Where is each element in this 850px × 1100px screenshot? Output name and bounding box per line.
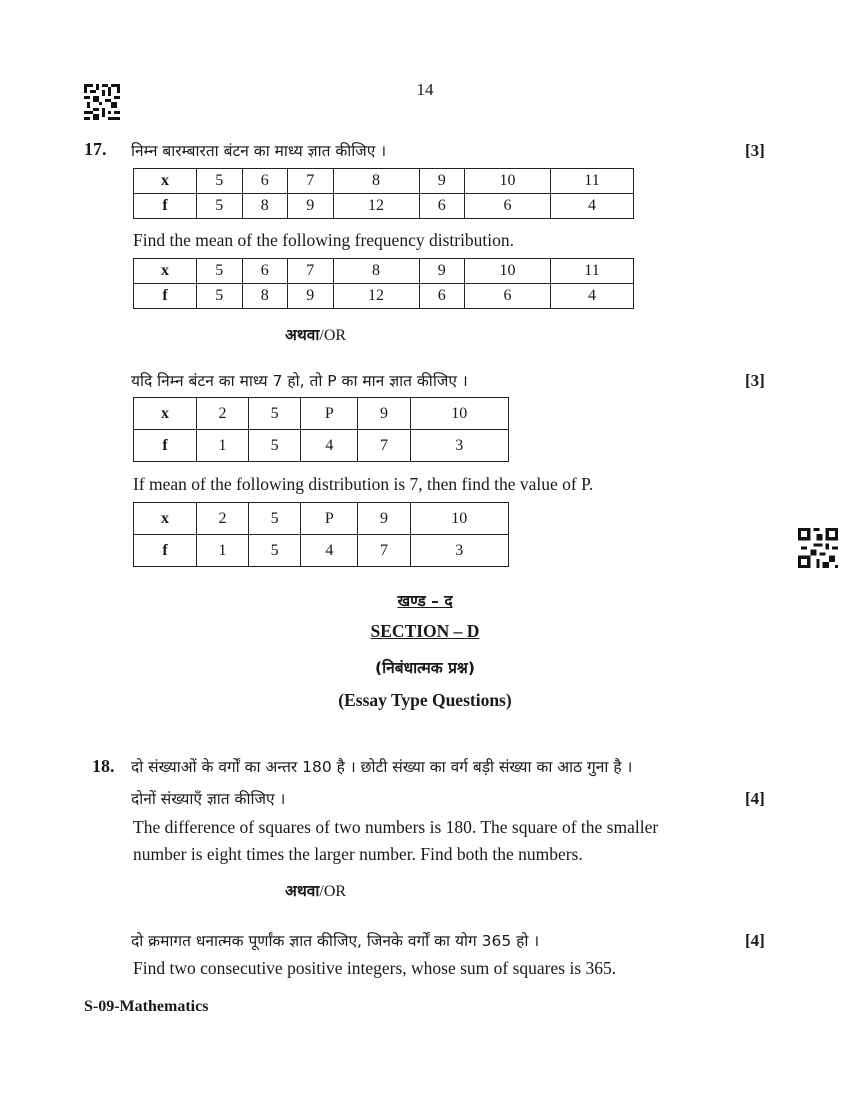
table-cell: 10 [465,169,551,194]
table-cell: 6 [419,284,465,309]
table-cell: 2 [197,503,249,535]
question-17-alt-marks: [3] [745,371,765,390]
question-18-alt-marks: [4] [745,931,765,950]
section-sub-hindi: (निबंधात्मक प्रश्न) [375,659,475,677]
table-cell: 10 [410,398,508,430]
or-hindi: अथवा [285,326,320,344]
table-cell: 4 [551,194,634,219]
table-header-f: f [134,284,197,309]
section-sub-english: (Essay Type Questions) [338,690,512,710]
table-header-f: f [134,194,197,219]
table-header-x: x [134,259,197,284]
table-cell: 9 [358,503,410,535]
question-18-hindi-line2: दोनों संख्याएँ ज्ञात कीजिए । [131,790,286,808]
question-18-alt-english: Find two consecutive positive integers, whose sum of squares is 365. [133,958,617,978]
table-cell: 1 [197,535,249,567]
table-cell: 5 [197,284,243,309]
table-cell: 5 [249,430,301,462]
qr-code-side [798,528,838,568]
question-18-or [285,879,346,901]
table-cell: 9 [288,284,334,309]
table-cell: 5 [249,535,301,567]
section-heading-hindi [0,589,850,611]
table-cell: 5 [197,169,243,194]
table-cell: 12 [333,194,419,219]
table-cell: 8 [242,194,288,219]
frequency-table-hindi [133,168,634,219]
footer-paper-code: S-09-Mathematics [84,998,209,1015]
page-number: 14 [416,80,434,99]
section-subtitle-english [0,690,850,711]
question-17-hindi: निम्न बारम्बारता बंटन का माध्य ज्ञात कीजिए । [131,142,387,160]
table-cell: 9 [358,398,410,430]
table-cell: 4 [551,284,634,309]
question-17-or [285,323,346,345]
table-cell: 1 [197,430,249,462]
table-cell: 5 [197,194,243,219]
section-english: SECTION – D [370,621,480,641]
section-heading-english [0,621,850,642]
question-17-alt-hindi: यदि निम्न बंटन का माध्य 7 हो, तो P का मान ज्ञात कीजिए । [131,372,468,390]
question-18-number: 18. [92,756,115,776]
section-hindi: खण्ड – द [397,592,453,610]
table-header-f: f [134,535,197,567]
table-cell: 7 [288,259,334,284]
or-english: /OR [319,327,347,344]
or-english: /OR [319,883,347,900]
table-cell: 7 [358,430,410,462]
table-cell: 7 [358,535,410,567]
table-cell: 9 [419,169,465,194]
table-cell: 6 [419,194,465,219]
question-18-english-line1: The difference of squares of two numbers is 180. The square of the smaller [133,817,659,837]
question-18-alt-hindi: दो क्रमागत धनात्मक पूर्णांक ज्ञात कीजिए, जिनके वर्गों का योग 365 हो । [131,932,540,950]
frequency-table-english [133,258,634,309]
table-cell: 9 [419,259,465,284]
distribution-table-hindi [133,397,509,462]
table-header-x: x [134,503,197,535]
table-cell: 6 [242,169,288,194]
table-cell: 8 [333,259,419,284]
table-cell: 5 [197,259,243,284]
question-17-alt-english: If mean of the following distribution is 7, then find the value of P. [133,474,594,494]
question-17-marks: [3] [745,141,765,160]
table-cell: 6 [465,284,551,309]
table-cell: 2 [197,398,249,430]
table-cell: 10 [465,259,551,284]
table-cell: 4 [301,430,358,462]
table-cell: 5 [249,503,301,535]
table-cell: 12 [333,284,419,309]
table-header-x: x [134,169,197,194]
table-cell: 3 [410,535,508,567]
table-header-f: f [134,430,197,462]
table-cell: 9 [288,194,334,219]
question-17-number: 17. [84,139,107,159]
table-cell: 11 [551,259,634,284]
table-cell: 6 [242,259,288,284]
question-18-english-line2: number is eight times the larger number. Find both the numbers. [133,844,583,864]
table-cell: P [301,503,358,535]
question-18-marks: [4] [745,789,765,808]
distribution-table-english [133,502,509,567]
question-17-english: Find the mean of the following frequency distribution. [133,230,515,250]
table-cell: 10 [410,503,508,535]
question-18-hindi-line1: दो संख्याओं के वर्गों का अन्तर 180 है । छोटी संख्या का वर्ग बड़ी संख्या का आठ गुना है । [131,758,633,776]
table-cell: 7 [288,169,334,194]
table-cell: 3 [410,430,508,462]
table-cell: 8 [242,284,288,309]
or-hindi: अथवा [285,882,320,900]
table-cell: 5 [249,398,301,430]
section-subtitle-hindi [0,656,850,678]
table-cell: 6 [465,194,551,219]
table-cell: 8 [333,169,419,194]
table-cell: 4 [301,535,358,567]
table-header-x: x [134,398,197,430]
table-cell: P [301,398,358,430]
table-cell: 11 [551,169,634,194]
